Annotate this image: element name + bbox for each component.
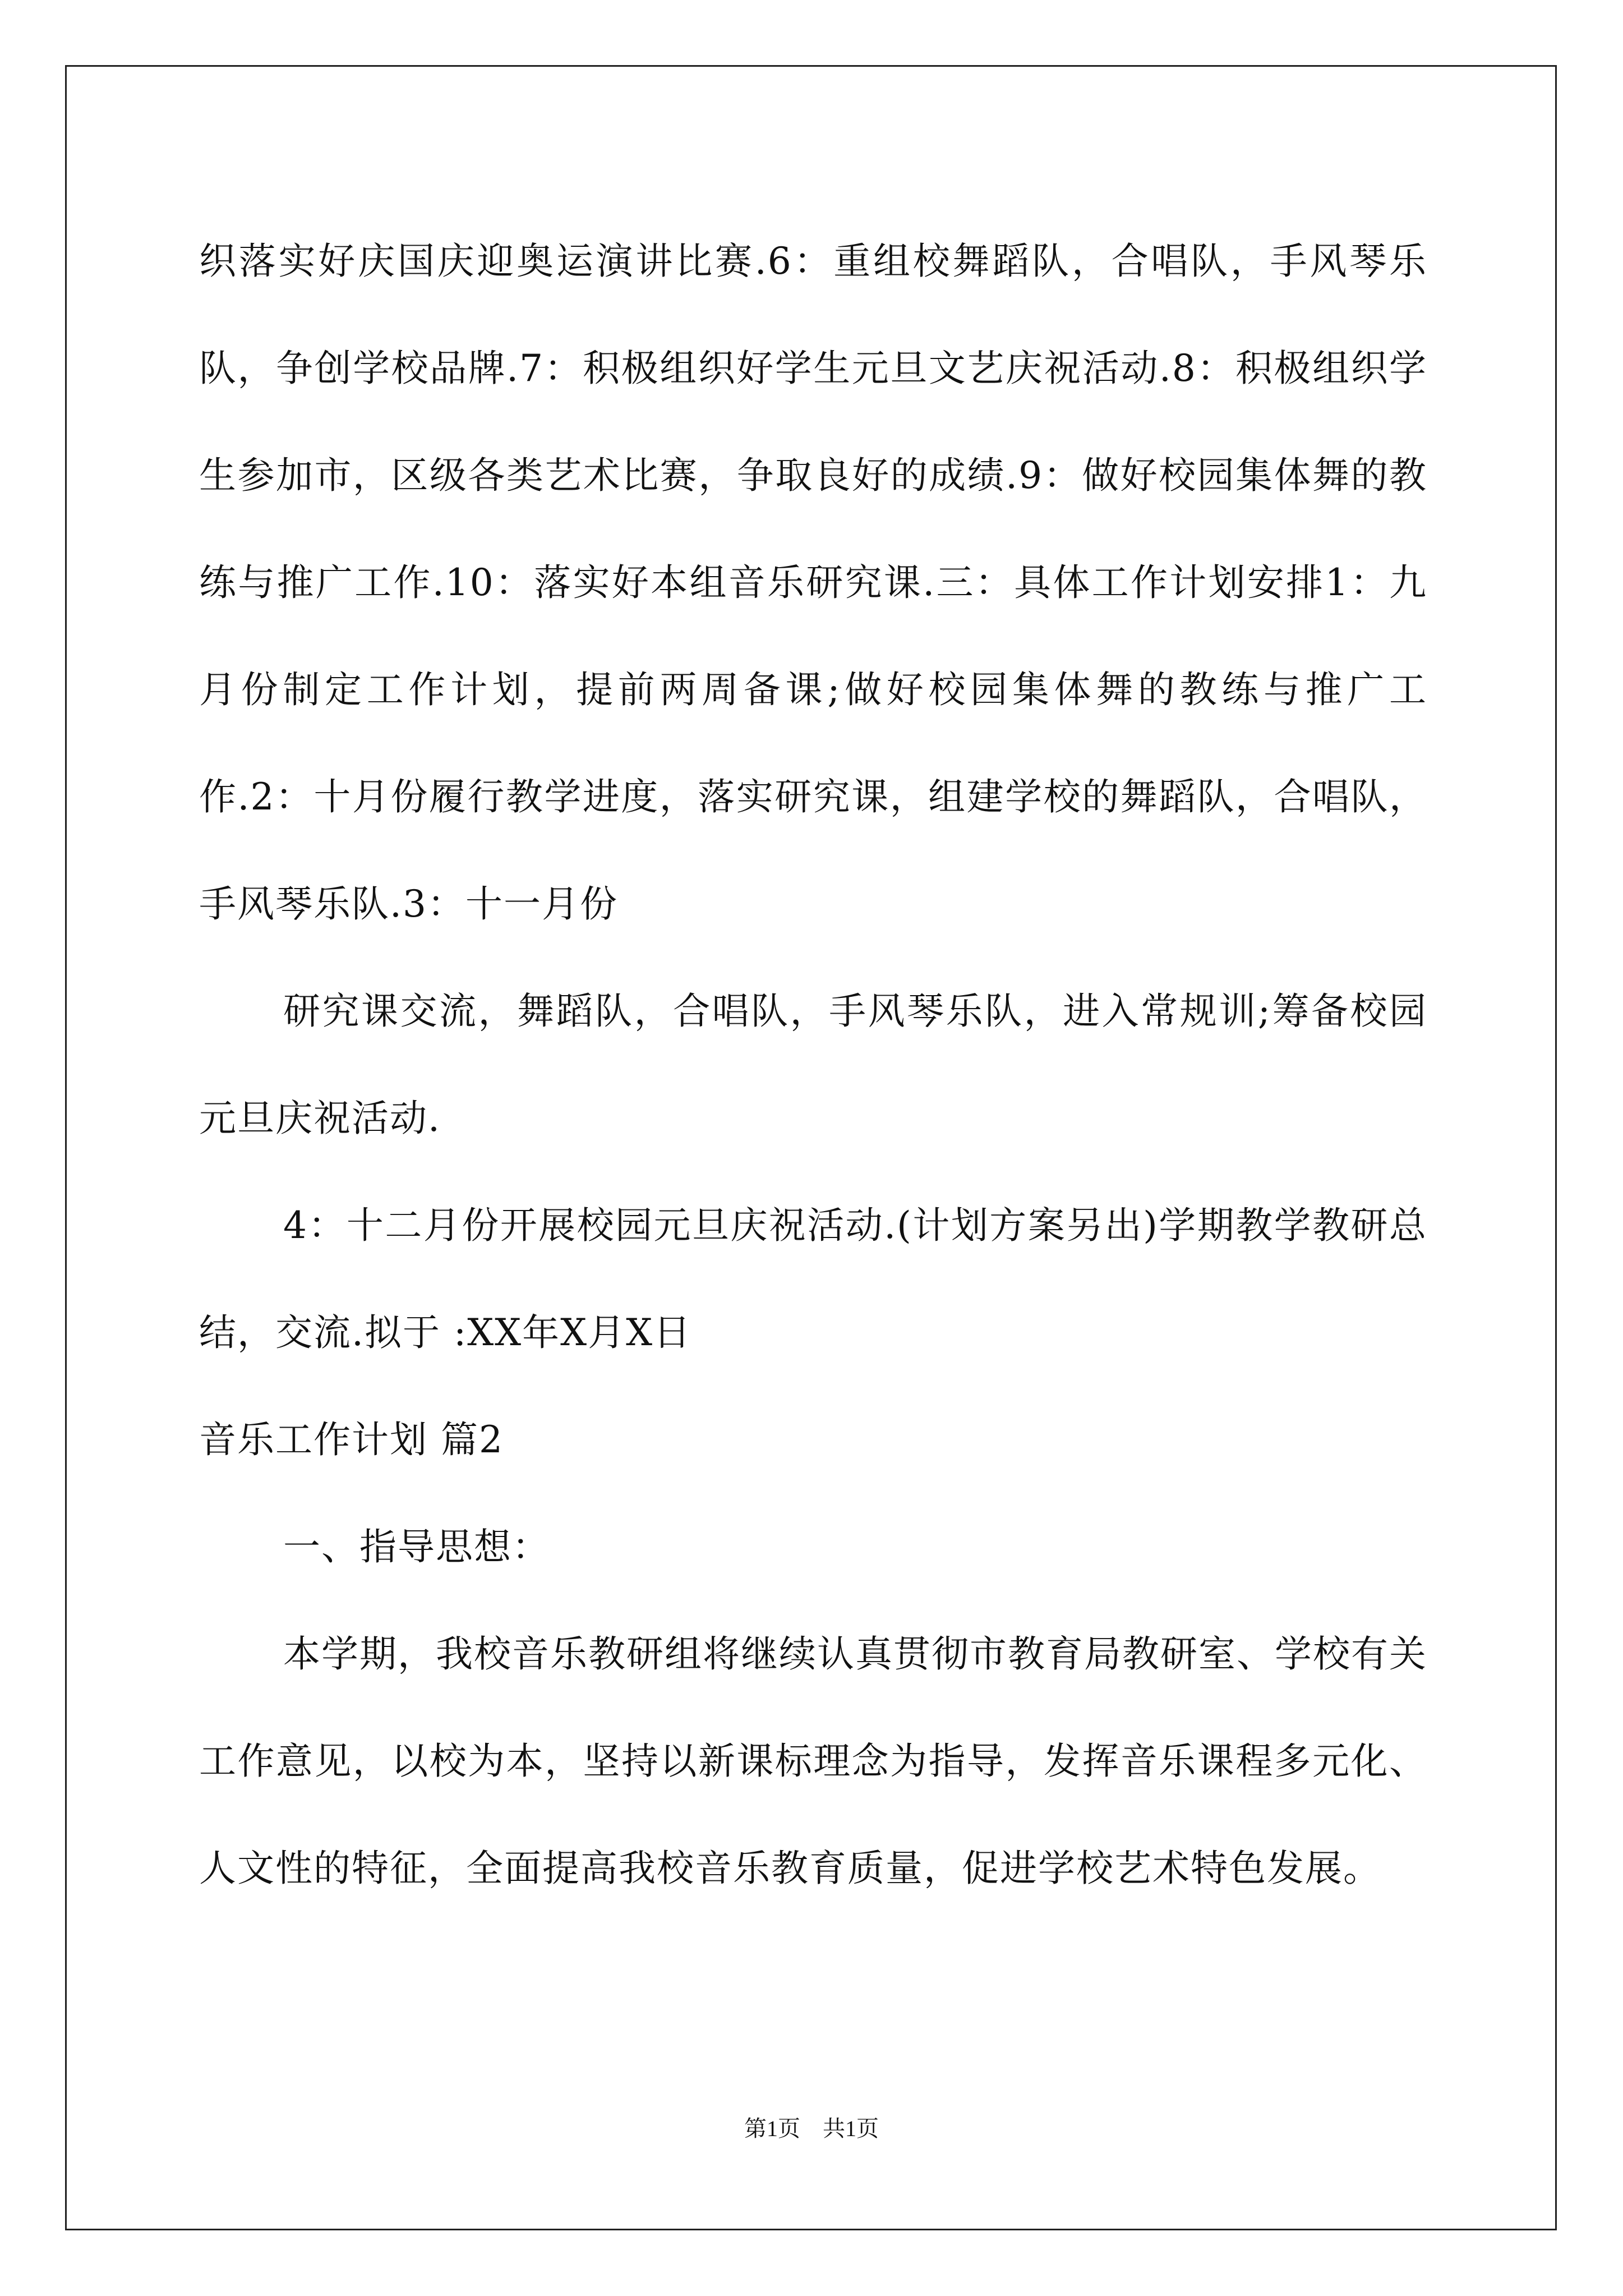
paragraph-guiding-body: 本学期，我校音乐教研组将继续认真贯彻市教育局教研室、学校有关工作意见，以校为本，坚持以新课标理念为指导，发挥音乐课程多元化、人文性的特征，全面提高我校音乐教育质量，促进学校艺术特色发展。 (199, 1632, 1427, 1890)
page-footer: 第1页 共1页 (744, 2116, 879, 2141)
paragraph-2: 研究课交流，舞蹈队，合唱队，手风琴乐队，进入常规训;筹备校园元旦庆祝活动. (199, 990, 1427, 1140)
paragraph-guiding-title: 一、指导思想： (283, 1525, 550, 1568)
document-body (199, 208, 1427, 1922)
section-heading: 音乐工作计划 篇2 (199, 1418, 504, 1461)
paragraph-3: 4：十二月份开展校园元旦庆祝活动.(计划方案另出)学期教学教研总结，交流.拟于 :XX年X月X日 (199, 1204, 1427, 1354)
paragraph-1: 织落实好庆国庆迎奥运演讲比赛.6：重组校舞蹈队，合唱队，手风琴乐队，争创学校品牌.7：积极组织好学生元旦文艺庆祝活动.8：积极组织学生参加市，区级各类艺术比赛，争取良好的成绩.9：做好校园集体舞的教练与推广工作.10：落实好本组音乐研究课.三：具体工作计划安排1：九月份制定工作计划，提前两周备课;做好校园集体舞的教练与推广工作.2：十月份履行教学进度，落实研究课，组建学校的舞蹈队，合唱队，手风琴乐队.3：十一月份 (199, 240, 1427, 926)
